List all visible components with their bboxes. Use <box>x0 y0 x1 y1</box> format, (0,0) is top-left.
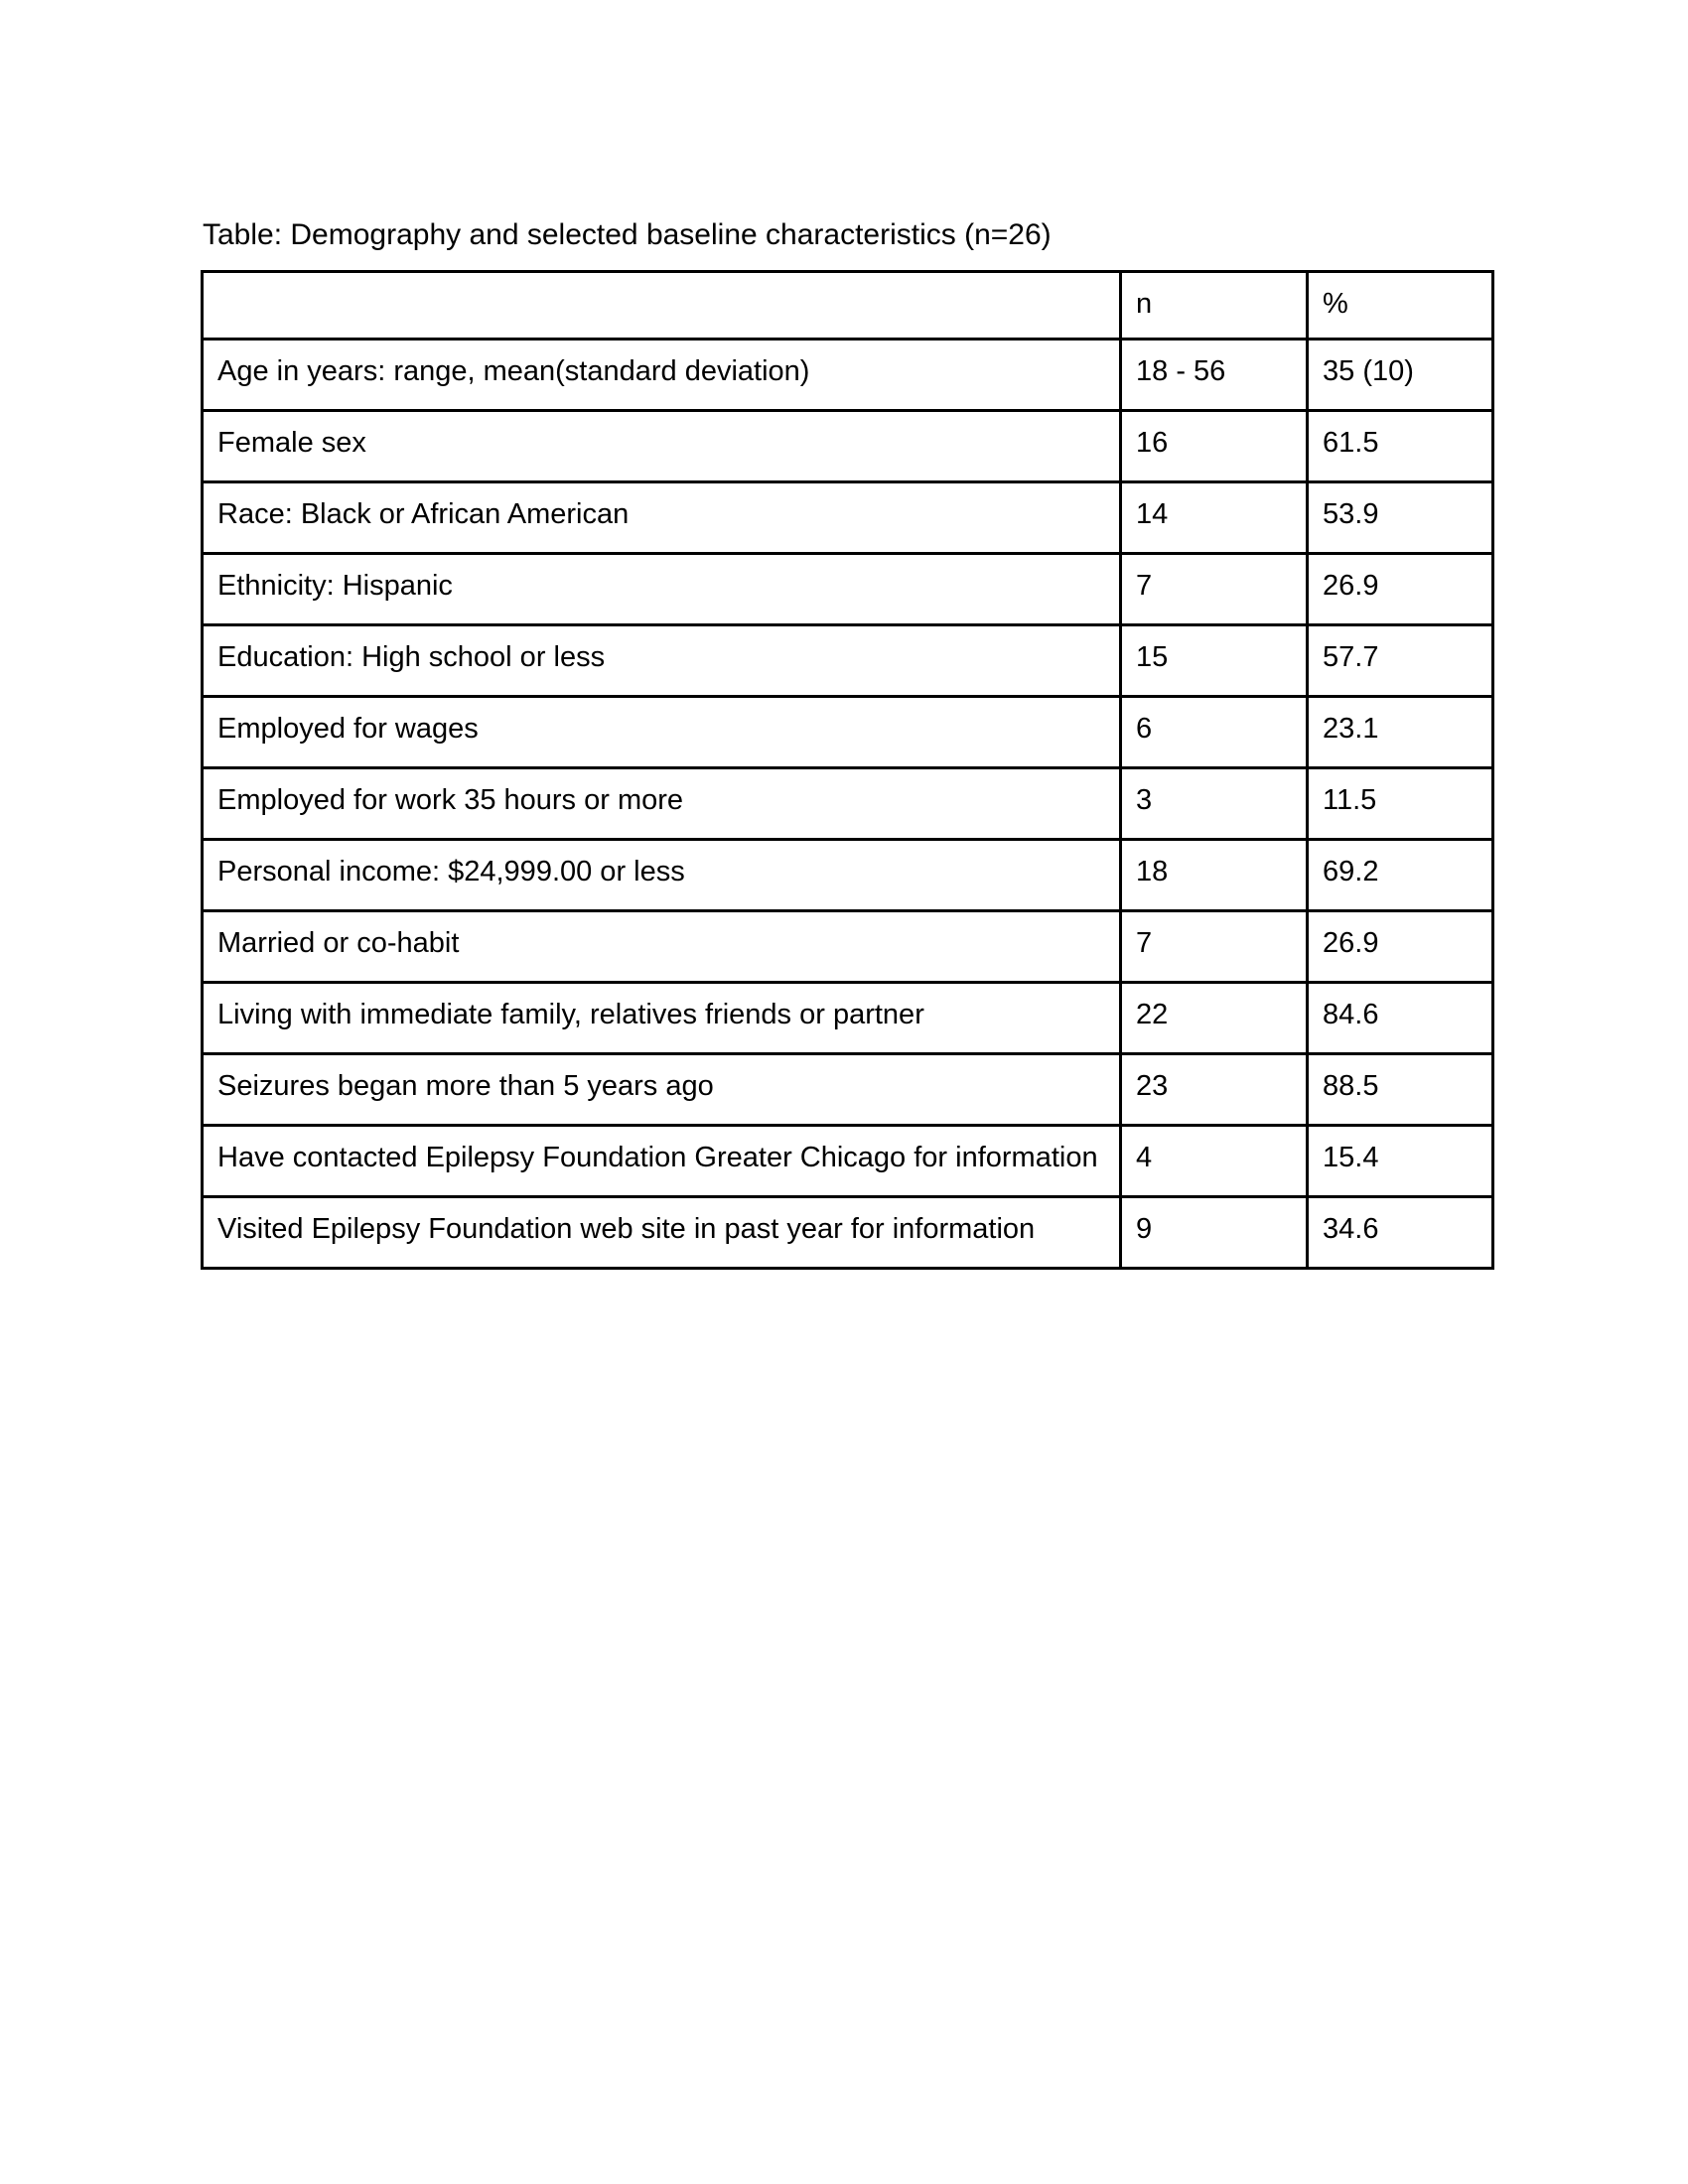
n-value-cell: 15 <box>1121 625 1308 697</box>
percent-value-cell: 11.5 <box>1308 768 1493 840</box>
table-header-row <box>203 272 1493 340</box>
characteristic-cell: Employed for wages <box>203 697 1121 768</box>
percent-value-cell: 57.7 <box>1308 625 1493 697</box>
n-value-cell: 9 <box>1121 1197 1308 1269</box>
n-value-cell: 7 <box>1121 911 1308 983</box>
table-row <box>203 554 1493 625</box>
table-row <box>203 768 1493 840</box>
n-value-cell: 14 <box>1121 482 1308 554</box>
characteristic-cell: Ethnicity: Hispanic <box>203 554 1121 625</box>
header-n-cell: n <box>1121 272 1308 340</box>
percent-value-cell: 15.4 <box>1308 1126 1493 1197</box>
table-row <box>203 1126 1493 1197</box>
n-value-cell: 16 <box>1121 411 1308 482</box>
n-value-cell: 3 <box>1121 768 1308 840</box>
table-row <box>203 625 1493 697</box>
header-percent-cell: % <box>1308 272 1493 340</box>
header-blank-cell <box>203 272 1121 340</box>
characteristic-cell: Married or co-habit <box>203 911 1121 983</box>
characteristic-cell: Employed for work 35 hours or more <box>203 768 1121 840</box>
table-caption: Table: Demography and selected baseline characteristics (n=26) <box>203 218 1052 251</box>
percent-value-cell: 69.2 <box>1308 840 1493 911</box>
n-value-cell: 6 <box>1121 697 1308 768</box>
characteristic-cell: Seizures began more than 5 years ago <box>203 1054 1121 1126</box>
demography-table <box>201 270 1494 1270</box>
n-value-cell: 18 - 56 <box>1121 340 1308 411</box>
table-row <box>203 1054 1493 1126</box>
table-row <box>203 983 1493 1054</box>
table-row <box>203 411 1493 482</box>
percent-value-cell: 26.9 <box>1308 911 1493 983</box>
characteristic-cell: Have contacted Epilepsy Foundation Greater Chicago for information <box>203 1126 1121 1197</box>
percent-value-cell: 35 (10) <box>1308 340 1493 411</box>
n-value-cell: 4 <box>1121 1126 1308 1197</box>
percent-value-cell: 61.5 <box>1308 411 1493 482</box>
percent-value-cell: 53.9 <box>1308 482 1493 554</box>
table-row <box>203 1197 1493 1269</box>
n-value-cell: 22 <box>1121 983 1308 1054</box>
table-row <box>203 482 1493 554</box>
characteristic-cell: Education: High school or less <box>203 625 1121 697</box>
n-value-cell: 18 <box>1121 840 1308 911</box>
percent-value-cell: 88.5 <box>1308 1054 1493 1126</box>
table-row <box>203 840 1493 911</box>
percent-value-cell: 84.6 <box>1308 983 1493 1054</box>
characteristic-cell: Female sex <box>203 411 1121 482</box>
table-row <box>203 697 1493 768</box>
n-value-cell: 23 <box>1121 1054 1308 1126</box>
characteristic-cell: Living with immediate family, relatives friends or partner <box>203 983 1121 1054</box>
characteristic-cell: Visited Epilepsy Foundation web site in past year for information <box>203 1197 1121 1269</box>
characteristic-cell: Age in years: range, mean(standard deviation) <box>203 340 1121 411</box>
percent-value-cell: 23.1 <box>1308 697 1493 768</box>
percent-value-cell: 26.9 <box>1308 554 1493 625</box>
table-row <box>203 911 1493 983</box>
characteristic-cell: Personal income: $24,999.00 or less <box>203 840 1121 911</box>
percent-value-cell: 34.6 <box>1308 1197 1493 1269</box>
n-value-cell: 7 <box>1121 554 1308 625</box>
characteristic-cell: Race: Black or African American <box>203 482 1121 554</box>
table-row <box>203 340 1493 411</box>
